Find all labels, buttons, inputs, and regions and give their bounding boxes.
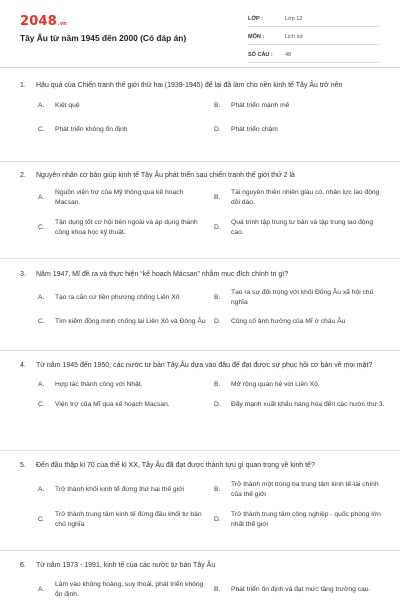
option-letter: B. [214,586,221,593]
option-a[interactable] [38,101,210,111]
question-text: Đến đầu thập kỉ 70 của thế kỉ XX, Tây Âu đã đạt được thành tựu gì quan trọng về kinh tế? [36,462,315,469]
option-letter: D. [214,224,221,231]
option-d[interactable] [214,218,386,238]
option-d[interactable] [214,125,386,135]
option-a[interactable] [38,288,210,308]
option-text: Kiệt quệ [55,102,80,109]
question-header [20,80,380,91]
option-letter: C. [38,126,45,133]
question-1 [0,78,400,162]
option-text: Củng cố ảnh hưởng của Mĩ ở châu Âu [231,318,346,325]
option-text: Hợp tác thành công với Nhật. [55,381,143,388]
option-letter: A. [38,586,45,593]
option-letter: A. [38,294,45,301]
question-number: 6. [20,562,26,569]
option-text: Phát triển chậm [231,126,278,133]
info-value: 48 [285,52,292,58]
option-a[interactable] [38,380,210,390]
info-value: Lớp 12 [285,16,303,22]
option-letter: B. [214,486,221,493]
option-a[interactable] [38,580,210,600]
option-letter: C. [38,401,45,408]
option-text: Tận dụng tốt cơ hội bên ngoài và áp dụng thành công khoa học kỹ thuật. [55,219,198,236]
option-letter: D. [214,516,221,523]
info-row-subject [248,30,380,45]
option-b[interactable] [214,580,386,600]
option-a[interactable] [38,480,210,500]
site-logo[interactable] [20,14,67,29]
option-letter: B. [214,194,221,201]
page-header [0,0,400,68]
option-grid [38,480,380,530]
option-d[interactable] [214,510,386,530]
option-text: Phát triển ổn định và đạt mức tăng trưởng cao. [231,586,371,593]
option-text: Nguồn viện trợ của Mỹ thông qua kế hoạch Macsan. [55,189,184,206]
option-letter: A. [38,486,45,493]
question-header [20,269,380,280]
option-a[interactable] [38,188,210,208]
option-text: Trở thành trung tâm kinh tế đứng đầu khối tư bản chủ nghĩa [55,511,202,528]
question-4 [0,351,400,451]
logo-text: 2048 [20,14,57,29]
option-b[interactable] [214,101,386,111]
option-text: Tạo ra căn cứ tiền phương chống Liên Xô [55,294,180,301]
info-label: SỐ CÂU : [248,52,273,58]
option-c[interactable] [38,317,210,327]
question-text: Hậu quả của Chiến tranh thế giới thứ hai (1939-1945) để lại đã làm cho nền kinh tế Tây Âu trở nên [36,82,343,89]
option-d[interactable] [214,317,386,327]
option-grid [38,188,380,238]
question-header [20,560,380,571]
option-letter: B. [214,381,221,388]
logo-suffix: .vn [57,21,67,27]
option-b[interactable] [214,288,386,308]
question-text: Nguyên nhân cơ bản giúp kinh tế Tây Âu phát triển sau chiến tranh thế giới thứ 2 là [36,172,295,179]
option-d[interactable] [214,400,386,410]
option-c[interactable] [38,510,210,530]
option-letter: D. [214,401,221,408]
info-panel [248,12,380,66]
option-letter: C. [38,224,45,231]
option-letter: C. [38,318,45,325]
question-list [0,78,400,611]
option-letter: A. [38,194,45,201]
option-text: Tìm kiếm đồng minh chống lại Liên Xô và Đông Âu [55,318,206,325]
question-text: Năm 1947, Mĩ đề ra và thực hiện “kế hoạch Mácsan” nhằm mục đích chính trị gì? [36,271,289,278]
question-2 [0,162,400,259]
option-text: Phát triển mạnh mẽ [231,102,290,109]
option-text: Trở thành khối kinh tế đứng thứ hai thế giới [55,486,185,493]
option-grid [38,380,385,410]
option-text: Lâm vào khủng hoảng, suy thoái, phát triển không ổn định. [55,581,204,598]
option-c[interactable] [38,400,210,410]
info-label: MÔN : [248,34,265,40]
option-text: Trở thành một trong ba trung tâm kinh tế-tài chính của thế giới [231,481,379,498]
option-grid [38,288,380,327]
option-letter: D. [214,318,221,325]
page-title: Tây Âu từ năm 1945 đến 2000 (Có đáp án) [20,33,187,43]
option-letter: A. [38,102,45,109]
question-text: Từ năm 1945 đến 1950, các nước tư bản Tây Âu dựa vào đâu để đạt được sự phục hồi cơ bản về mọi mặt? [36,362,373,369]
question-header [20,170,380,181]
option-c[interactable] [38,125,210,135]
option-grid [38,101,380,135]
option-letter: B. [214,294,221,301]
question-number: 1. [20,82,26,89]
question-number: 4. [20,362,26,369]
option-grid [38,580,380,600]
question-3 [0,259,400,351]
option-c[interactable] [38,218,210,238]
option-text: Trở thành trung tâm công nghiệp - quốc phòng lớn nhất thế giới [231,511,381,528]
option-b[interactable] [214,480,386,500]
option-text: Đẩy mạnh xuất khẩu hàng hóa đến các nước thứ 3. [231,401,385,408]
option-text: Quá trình tập trung tư bản và tập trung lao động cao. [231,219,374,236]
option-letter: B. [214,102,221,109]
question-header [20,460,380,471]
option-text: Mở rộng quan hệ với Liên Xô. [231,381,320,388]
question-number: 5. [20,462,26,469]
option-text: Tạo ra sự đối trọng với khối Đông Âu xã hội chủ nghĩa [231,289,374,306]
option-text: Tài nguyên thiên nhiên giàu có, nhân lực lao động dồi dào. [231,189,380,206]
question-text: Từ năm 1973 - 1991, kinh tế của các nước tư bản Tây Âu [36,562,216,569]
option-letter: A. [38,381,45,388]
question-number: 2. [20,172,26,179]
option-letter: C. [38,516,45,523]
question-5 [0,451,400,551]
option-text: Viện trợ của Mĩ qua kế hoạch Macsan. [55,401,170,408]
option-letter: D. [214,126,221,133]
info-value: Lịch sử [285,34,304,40]
option-b[interactable] [214,188,386,208]
question-header [20,360,380,371]
question-6 [0,551,400,611]
question-number: 3. [20,271,26,278]
info-label: LỚP : [248,16,263,22]
info-row-class [248,12,380,27]
option-b[interactable] [214,380,386,390]
option-text: Phát triển không ổn định [55,126,128,133]
info-row-count [248,48,380,63]
